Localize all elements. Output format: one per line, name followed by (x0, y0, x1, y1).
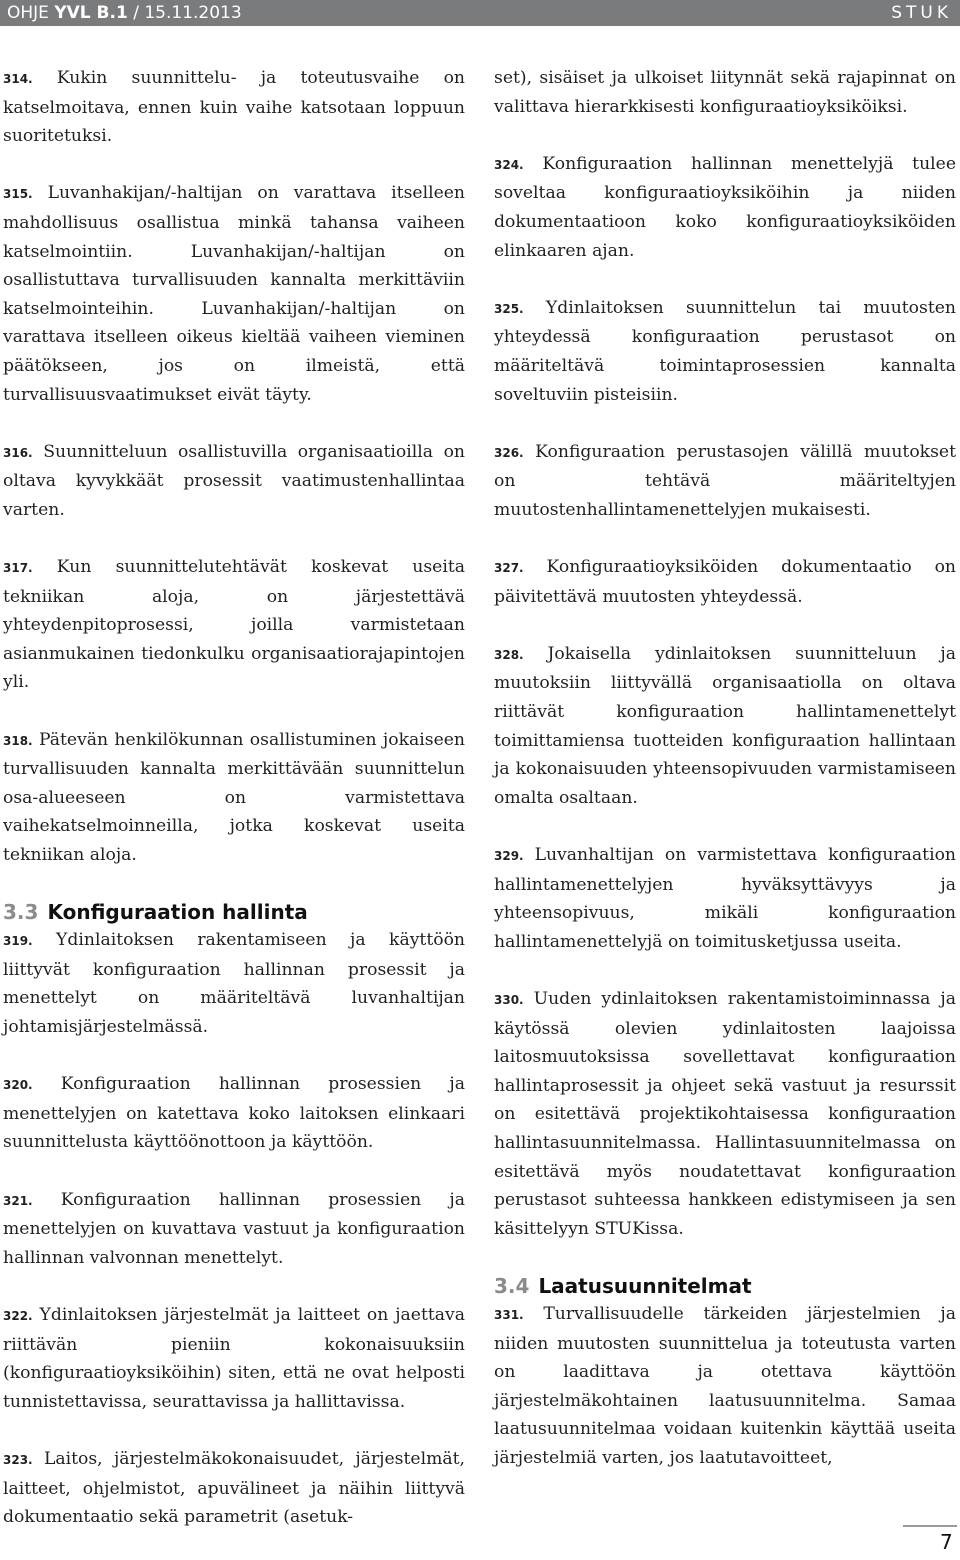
section-heading-3-3 (3, 898, 465, 926)
paragraph (3, 553, 465, 697)
paragraph (494, 640, 956, 813)
right-column (494, 64, 956, 1501)
paragraph-number: 325. (494, 301, 524, 316)
section-title: Konfiguraation hallinta (47, 900, 308, 925)
paragraph-number: 318. (3, 733, 33, 748)
paragraph (3, 926, 465, 1041)
paragraph-number: 320. (3, 1078, 33, 1093)
paragraph-text: Ydinlaitoksen järjestelmät ja laitteet on jaettava riittävän pieniin kokonaisuuksiin (konfiguraatioyksiköihin) siten, että ne ovat helposti tunnistettavissa, seurattavissa ja hallittavissa. (3, 1304, 465, 1412)
paragraph (3, 1186, 465, 1273)
paragraph-text: Luvanhakijan/-haltijan on varattava itselleen mahdollisuus osallistua minkä tahansa vaiheen katselmointiin. Luvanhakijan/-haltijan on osallistuttava turvallisuuden kannalta merkittäviin katselmointeihin. Luvanhakijan/-haltijan on varattava itselleen oikeus kieltää vaiheen vieminen päätökseen, jos on ilmeistä, että turvallisuusvaatimukset eivät täyty. (3, 183, 465, 405)
header-date: / 15.11.2013 (133, 3, 242, 23)
section-number: 3.4 (494, 1273, 530, 1298)
footer-rule (903, 1525, 957, 1527)
paragraph-text: Kun suunnittelutehtävät koskevat useita tekniikan aloja, on järjestettävä yhteydenpitoprosessi, joilla varmistetaan asianmukainen tiedonkulku organisaatiorajapintojen yli. (3, 557, 465, 693)
paragraph-text: Luvanhaltijan on varmistettava konfiguraation hallintamenettelyjen hyväksyttävyys ja yhteensopivuus, mikäli konfiguraation hallintamenettelyjä on toimitusketjussa useita. (494, 845, 956, 952)
paragraph (494, 553, 956, 611)
paragraph (494, 1300, 956, 1473)
paragraph-number: 328. (494, 647, 524, 662)
right-paragraphs-1 (494, 64, 956, 1243)
paragraph-number: 329. (494, 849, 524, 864)
doc-label: OHJE (7, 3, 49, 23)
paragraph-text: Konfiguraatioyksiköiden dokumentaatio on päivitettävä muutosten yhteydessä. (494, 557, 956, 607)
paragraph (494, 150, 956, 265)
paragraph (3, 179, 465, 409)
paragraph (494, 64, 956, 121)
paragraph-text: Laitos, järjestelmäkokonaisuudet, järjestelmät, laitteet, ohjelmistot, apuvälineet ja näihin liittyvä dokumentaatio sekä parametrit (asetuk- (3, 1448, 465, 1528)
paragraph (3, 726, 465, 870)
paragraph (3, 1301, 465, 1416)
paragraph-number: 322. (3, 1308, 33, 1323)
left-column (3, 64, 465, 1560)
left-paragraphs-1 (3, 64, 465, 870)
paragraph (3, 1445, 465, 1532)
left-paragraphs-2 (3, 926, 465, 1531)
paragraph-number: 330. (494, 993, 524, 1007)
org-name: STUK (891, 3, 952, 23)
right-paragraphs-2 (494, 1300, 956, 1473)
paragraph-number: 316. (3, 445, 33, 460)
section-title: Laatusuunnitelmat (538, 1273, 752, 1298)
paragraph-text: Ydinlaitoksen suunnittelun tai muutosten yhteydessä konfiguraation perustasot on määriteltävä toimintaprosessien kannalta soveltuviin pisteisiin. (494, 297, 956, 405)
paragraph-number: 319. (3, 934, 33, 949)
paragraph-text: Ydinlaitoksen rakentamiseen ja käyttöön liittyvät konfiguraation hallinnan prosessit ja menettelyt on määriteltävä luvanhaltijan johtamisjärjestelmässä. (3, 930, 465, 1037)
paragraph-text: Jokaisella ydinlaitoksen suunnitteluun ja muutoksiin liittyvällä organisaatiolla on oltava riittävät konfiguraation hallintamenettelyt toimittamiensa tuotteiden konfiguraation hallintaan ja kokonaisuuden yhteensopivuuden varmistamiseen omalta osaltaan. (494, 643, 956, 808)
paragraph-text: set), sisäiset ja ulkoiset liitynnät sekä rajapinnat on valittava hierarkkisesti konfiguraatioyksiköiksi. (494, 68, 956, 117)
section-number: 3.3 (3, 900, 39, 925)
paragraph (494, 438, 956, 525)
paragraph-text: Konfiguraation hallinnan prosessien ja menettelyjen on katettava koko laitoksen elinkaari suunnittelusta käyttöönottoon ja käyttöön. (3, 1074, 465, 1153)
header-left (7, 0, 242, 26)
paragraph-text: Konfiguraation hallinnan menettelyjä tulee soveltaa konfiguraatioyksiköihin ja niiden dokumentaatioon koko konfiguraatioyksiköiden elinkaaren ajan. (494, 153, 957, 261)
paragraph-number: 321. (3, 1193, 33, 1208)
paragraph-text: Konfiguraation perustasojen välillä muutokset on tehtävä määriteltyjen muutostenhallintamenettelyjen mukaisesti. (494, 441, 957, 520)
paragraph (494, 985, 956, 1243)
paragraph-number: 315. (3, 187, 33, 202)
paragraph-number: 314. (3, 72, 33, 86)
paragraph-text: Uuden ydinlaitoksen rakentamistoiminnassa ja käytössä olevien ydinlaitosten laajoissa laitosmuutoksissa sovellettavat konfiguraation hallintaprosessit ja ohjeet sekä vastuut ja resurssit on esitettävä projektikohtaisessa konfiguraation hallintasuunnitelmassa. Hallintasuunnitelmassa on esitettävä myös noudatettavat konfiguraation perustasot suhteessa hankkeen edistymiseen ja sen käsittelyyn STUKissa. (494, 989, 956, 1239)
paragraph (494, 294, 956, 409)
guide-id: YVL B.1 (54, 3, 128, 23)
section-heading-3-4 (494, 1272, 956, 1300)
paragraph-text: Kukin suunnittelu- ja toteutusvaihe on katselmoitava, ennen kuin vaihe katsotaan loppuun suoritetuksi. (3, 68, 465, 147)
paragraph (3, 1070, 465, 1157)
paragraph-number: 324. (494, 157, 524, 172)
paragraph-text: Pätevän henkilökunnan osallistuminen jokaiseen turvallisuuden kannalta merkittävään suunnittelun osa-alueeseen on varmistettava vaihekatselmoinneilla, jotka koskevat useita tekniikan aloja. (3, 729, 465, 866)
paragraph-number: 326. (494, 445, 524, 460)
paragraph-text: Turvallisuudelle tärkeiden järjestelmien ja niiden muutosten suunnittelua ja toteutusta varten on laadittava ja otettava käyttöön järjestelmäkohtainen laatusuunnitelma. Samaa laatusuunnitelmaa voidaan kuitenkin käyttää useita järjestelmiä varten, jos laatutavoitteet, (494, 1303, 957, 1468)
page-number: 7 (940, 1530, 953, 1554)
paragraph (3, 64, 465, 151)
paragraph-number: 327. (494, 561, 524, 576)
paragraph-number: 317. (3, 561, 33, 576)
paragraph (494, 841, 956, 956)
paragraph-text: Suunnitteluun osallistuvilla organisaatioilla on oltava kyvykkäät prosessit vaatimustenhallintaa varten. (3, 441, 465, 520)
paragraph-number: 323. (3, 1452, 33, 1467)
page-header (0, 0, 960, 26)
paragraph-number: 331. (494, 1307, 524, 1322)
paragraph-text: Konfiguraation hallinnan prosessien ja menettelyjen on kuvattava vastuut ja konfiguraation hallinnan valvonnan menettelyt. (3, 1189, 465, 1268)
paragraph (3, 438, 465, 525)
